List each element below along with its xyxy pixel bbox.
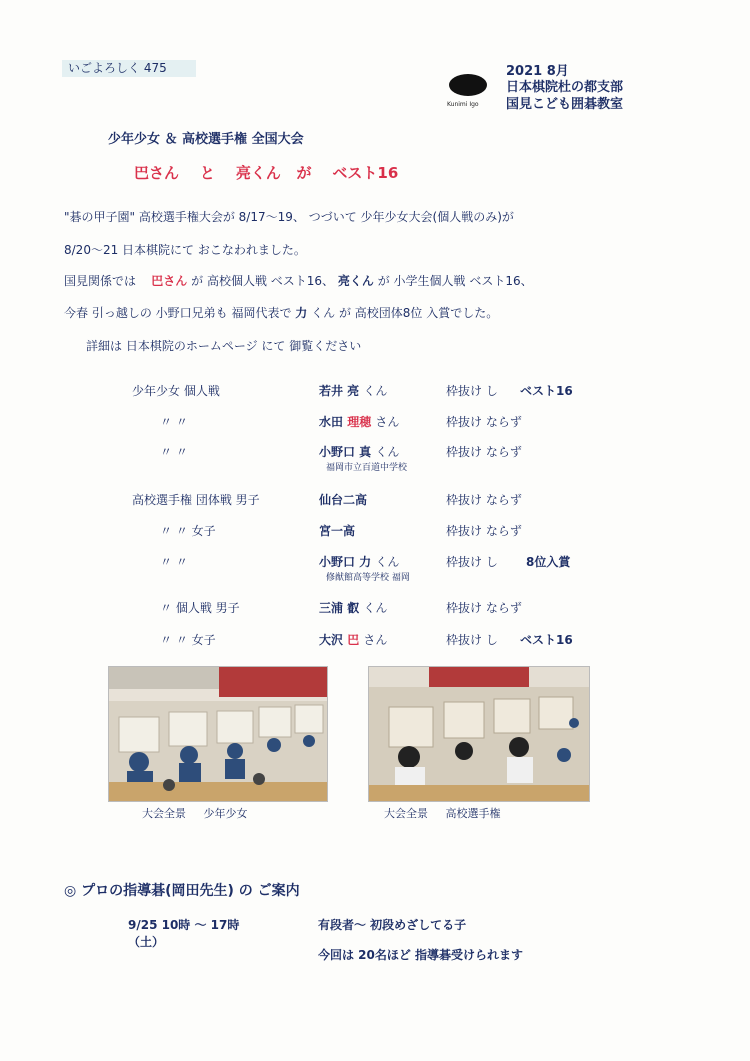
result-name: 大沢 巴 さん bbox=[319, 633, 388, 647]
result-name: 三浦 叡 くん bbox=[319, 601, 388, 615]
intro-line-2: 8/20～21 日本棋院にて おこなわれました。 bbox=[64, 243, 306, 257]
intro-line-1: "碁の甲子園" 高校選手権大会が 8/17～19、 つづいて 少年少女大会(個人戦のみ)が bbox=[64, 210, 514, 224]
result-name: 小野口 力 くん bbox=[319, 555, 400, 569]
guidance-target: 有段者～ 初段めざしてる子 bbox=[318, 918, 467, 932]
result-category: 〃 〃 女子 bbox=[160, 524, 216, 538]
result-outcome: 枠抜け ならず bbox=[446, 445, 522, 459]
result-name: 仙台二高 bbox=[319, 493, 368, 507]
intro-line-4: 今春 引っ越しの 小野口兄弟も 福岡代表で 力 くん が 高校団体8位 入賞でした。 bbox=[64, 306, 499, 320]
headline-name-1: 巴さん bbox=[134, 164, 180, 182]
result-outcome: 枠抜け し bbox=[446, 384, 498, 398]
result-name: 宮一高 bbox=[319, 524, 356, 538]
result-category: 少年少女 個人戦 bbox=[132, 384, 220, 398]
newsletter-tag: いごよろしく 475 bbox=[62, 60, 196, 77]
result-name: 小野口 真 くん bbox=[319, 445, 400, 459]
result-name: 水田 理穂 さん bbox=[319, 415, 400, 429]
headline-award: ベスト16 bbox=[332, 164, 399, 182]
result-school-note: 福岡市立百道中学校 bbox=[326, 463, 408, 473]
result-outcome: 枠抜け ならず bbox=[446, 493, 522, 507]
org-name: 日本棋院杜の都支部 bbox=[506, 80, 624, 95]
result-name: 若井 亮 くん bbox=[319, 384, 388, 398]
headline bbox=[134, 162, 398, 183]
guidance-day: （土） bbox=[128, 935, 165, 949]
guidance-heading: ◎ プロの指導碁(岡田先生) の ご案内 bbox=[64, 883, 300, 899]
result-outcome: 枠抜け ならず bbox=[446, 524, 522, 538]
event-title: 少年少女 ＆ 高校選手権 全国大会 bbox=[108, 132, 304, 147]
result-outcome: 枠抜け ならず bbox=[446, 601, 522, 615]
intro-line-5: 詳細は 日本棋院のホームページ にて 御覧ください bbox=[86, 339, 362, 353]
photo-high-school-tournament bbox=[368, 666, 590, 802]
result-outcome: 枠抜け ならず bbox=[446, 415, 522, 429]
result-category: 〃 〃 bbox=[160, 445, 188, 459]
result-school-note: 修猷館高等学校 福岡 bbox=[326, 573, 410, 583]
guidance-capacity: 今回は 20名ほど 指導碁受けられます bbox=[318, 948, 524, 962]
intro-line-3: 国見関係では 巴さん が 高校個人戦 ベスト16、 亮くん が 小学生個人戦 ベスト16、 bbox=[64, 274, 533, 288]
result-outcome: 枠抜け し bbox=[446, 633, 498, 647]
photo-caption-left: 大会全景 少年少女 bbox=[142, 807, 248, 820]
school-name: 国見こども囲碁教室 bbox=[506, 97, 624, 112]
result-outcome: 枠抜け し bbox=[446, 555, 498, 569]
headline-joiner: と bbox=[199, 164, 215, 182]
guidance-date: 9/25 10時 ～ 17時 bbox=[128, 918, 240, 932]
result-category: 〃 個人戦 男子 bbox=[160, 601, 240, 615]
photo-caption-right: 大会全景 高校選手権 bbox=[384, 807, 501, 820]
result-award: 8位入賞 bbox=[526, 555, 571, 569]
result-category: 〃 〃 bbox=[160, 415, 188, 429]
result-category: 〃 〃 bbox=[160, 555, 188, 569]
headline-name-2: 亮くん bbox=[235, 164, 281, 182]
go-stone-logo bbox=[449, 74, 487, 96]
result-category: 高校選手権 団体戦 男子 bbox=[132, 493, 260, 507]
result-award: ベスト16 bbox=[520, 633, 573, 647]
headline-particle: が bbox=[296, 164, 312, 182]
result-award: ベスト16 bbox=[520, 384, 573, 398]
issue-date: 2021 8月 bbox=[506, 64, 569, 79]
result-category: 〃 〃 女子 bbox=[160, 633, 216, 647]
logo-text: Kunimi Igo bbox=[447, 101, 479, 108]
photo-youth-tournament bbox=[108, 666, 328, 802]
